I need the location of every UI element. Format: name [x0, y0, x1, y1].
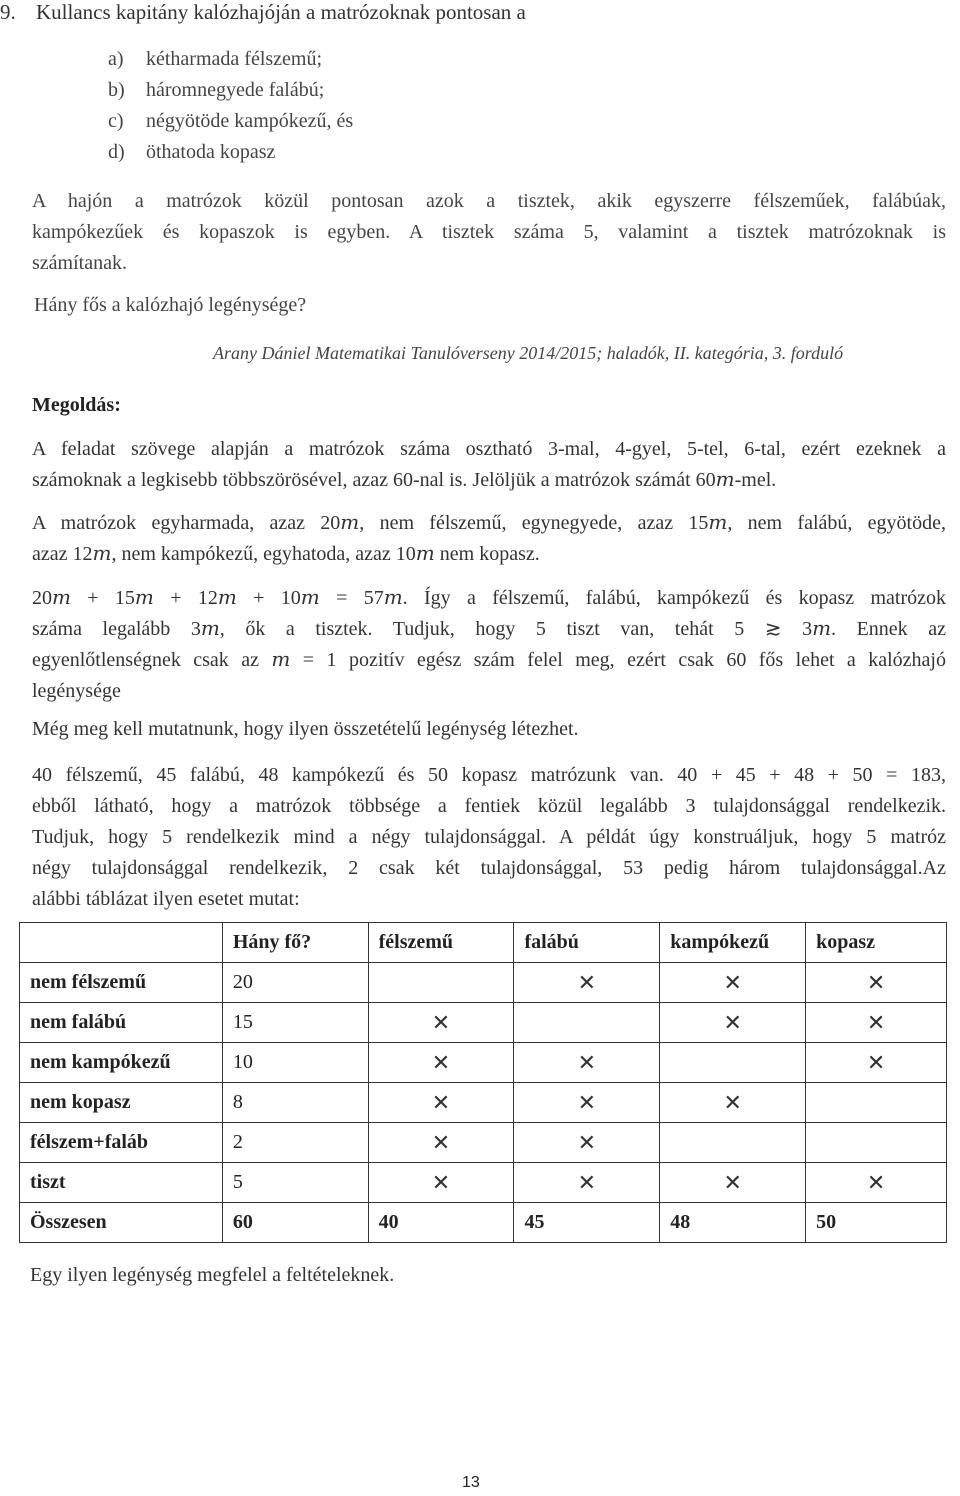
- solution-paragraph-2: [32, 508, 946, 570]
- row-count: 5: [222, 1163, 368, 1203]
- cross-mark-icon: ✕: [368, 1003, 514, 1043]
- solution-heading: Megoldás:: [32, 394, 121, 416]
- table-row: [20, 1163, 947, 1203]
- cross-mark-icon: ✕: [514, 1043, 660, 1083]
- empty-cell: [806, 1123, 947, 1163]
- cross-mark-icon: ✕: [806, 1003, 947, 1043]
- row-label: nem kampókezű: [20, 1043, 223, 1083]
- option-text: kétharmada félszemű;: [146, 48, 323, 70]
- option-text: négyötöde kampókezű, és: [146, 110, 354, 132]
- page-number: 13: [462, 1474, 480, 1491]
- total-cell: 45: [514, 1203, 660, 1243]
- cross-mark-icon: ✕: [368, 1083, 514, 1123]
- option-c: [108, 110, 353, 133]
- option-d: [108, 141, 275, 164]
- cross-mark-icon: ✕: [660, 963, 806, 1003]
- problem-paragraph: [32, 186, 946, 279]
- paragraph-line: négy tulajdonsággal rendelkezik, 2 csak két tulajdonsággal, 53 pedig három tulajdonsággal.Az: [32, 857, 946, 879]
- table-body: [20, 963, 947, 1203]
- table-header-cell: falábú: [514, 923, 660, 963]
- total-cell: 48: [660, 1203, 806, 1243]
- row-label: tiszt: [20, 1163, 223, 1203]
- table-header-cell: kopasz: [806, 923, 947, 963]
- table-row: [20, 1123, 947, 1163]
- problem-number: 9.: [0, 0, 16, 24]
- cross-mark-icon: ✕: [514, 963, 660, 1003]
- row-count: 15: [222, 1003, 368, 1043]
- solution-paragraph-5: [32, 760, 946, 915]
- option-label: b): [108, 79, 125, 101]
- row-count: 8: [222, 1083, 368, 1123]
- row-count: 10: [222, 1043, 368, 1083]
- paragraph-line: 20𝑚 + 15𝑚 + 12𝑚 + 10𝑚 = 57𝑚. Így a félszemű, falábú, kampókezű és kopasz matrózok: [32, 587, 946, 609]
- option-label: d): [108, 141, 125, 163]
- paragraph-line: számoknak a legkisebb többszörösével, azaz 60-nal is. Jelöljük a matrózok számát 60𝑚-mel.: [32, 469, 777, 491]
- question-text: Hány fős a kalózhajó legénysége?: [34, 294, 307, 316]
- paragraph-line: alábbi táblázat ilyen esetet mutat:: [32, 888, 300, 910]
- paragraph-line: legénysége: [32, 680, 121, 702]
- table-row: [20, 963, 947, 1003]
- row-label: nem kopasz: [20, 1083, 223, 1123]
- row-label: félszem+faláb: [20, 1123, 223, 1163]
- empty-cell: [660, 1043, 806, 1083]
- empty-cell: [806, 1083, 947, 1123]
- option-label: c): [108, 110, 124, 132]
- table-row: [20, 1003, 947, 1043]
- cross-mark-icon: ✕: [368, 1043, 514, 1083]
- table-total-row: [20, 1203, 947, 1243]
- row-label: nem félszemű: [20, 963, 223, 1003]
- paragraph-line: egyenlőtlenségnek csak az 𝑚 = 1 pozitív egész szám felel meg, ezért csak 60 fős lehet a kalózhajó: [32, 649, 946, 671]
- cross-mark-icon: ✕: [660, 1163, 806, 1203]
- total-cell: 50: [806, 1203, 947, 1243]
- table-row: [20, 1083, 947, 1123]
- row-count: 2: [222, 1123, 368, 1163]
- paragraph-line: A hajón a matrózok közül pontosan azok a tisztek, akik egyszerre félszeműek, falábúak,: [32, 190, 946, 212]
- total-label: Összesen: [20, 1203, 223, 1243]
- conclusion-text: Egy ilyen legénység megfelel a feltételeknek.: [30, 1264, 395, 1286]
- cross-mark-icon: ✕: [514, 1123, 660, 1163]
- paragraph-line: A feladat szövege alapján a matrózok száma osztható 3-mal, 4-gyel, 5-tel, 6-tal, ezért ezeknek a: [32, 438, 946, 460]
- table-header-cell: [20, 923, 223, 963]
- solution-paragraph-3: [32, 583, 946, 707]
- cross-mark-icon: ✕: [660, 1083, 806, 1123]
- cross-mark-icon: ✕: [806, 963, 947, 1003]
- crew-table: [19, 922, 947, 1243]
- cross-mark-icon: ✕: [514, 1083, 660, 1123]
- table-header-cell: Hány fő?: [222, 923, 368, 963]
- paragraph-line: A matrózok egyharmada, azaz 20𝑚, nem félszemű, egynegyede, azaz 15𝑚, nem falábú, egyötöde,: [32, 512, 946, 534]
- paragraph-line: száma legalább 3𝑚, ők a tisztek. Tudjuk, hogy 5 tiszt van, tehát 5 ≳ 3𝑚. Ennek az: [32, 618, 946, 640]
- paragraph-line: ebből látható, hogy a matrózok többsége a fentiek közül legalább 3 tulajdonsággal rendelkezik.: [32, 795, 946, 817]
- row-count: 20: [222, 963, 368, 1003]
- option-a: [108, 48, 322, 71]
- table-header-row: [20, 923, 947, 963]
- option-b: [108, 79, 324, 102]
- option-text: háromnegyede falábú;: [146, 79, 325, 101]
- paragraph-line: 40 félszemű, 45 falábú, 48 kampókezű és 50 kopasz matrózunk van. 40 + 45 + 48 + 50 = 183,: [32, 764, 946, 786]
- solution-paragraph-1: [32, 434, 946, 496]
- paragraph-line: kampókezűek és kopaszok is egyben. A tisztek száma 5, valamint a tisztek matrózoknak is: [32, 221, 946, 243]
- total-cell: 60: [222, 1203, 368, 1243]
- table-row: [20, 1043, 947, 1083]
- table-header-cell: félszemű: [368, 923, 514, 963]
- cross-mark-icon: ✕: [368, 1123, 514, 1163]
- option-label: a): [108, 48, 124, 70]
- total-cell: 40: [368, 1203, 514, 1243]
- paragraph-line: számítanak.: [32, 252, 127, 274]
- option-text: öthatoda kopasz: [146, 141, 276, 163]
- table-header-cell: kampókezű: [660, 923, 806, 963]
- empty-cell: [660, 1123, 806, 1163]
- problem-intro: Kullancs kapitány kalózhajóján a matrózoknak pontosan a: [36, 0, 526, 24]
- empty-cell: [514, 1003, 660, 1043]
- paragraph-line: azaz 12𝑚, nem kampókezű, egyhatoda, azaz 10𝑚 nem kopasz.: [32, 543, 540, 565]
- cross-mark-icon: ✕: [806, 1163, 947, 1203]
- cross-mark-icon: ✕: [806, 1043, 947, 1083]
- paragraph-line: Tudjuk, hogy 5 rendelkezik mind a négy tulajdonsággal. A példát úgy konstruáljuk, hogy 5 matróz: [32, 826, 946, 848]
- cross-mark-icon: ✕: [368, 1163, 514, 1203]
- source-citation: Arany Dániel Matematikai Tanulóverseny 2014/2015; haladók, II. kategória, 3. forduló: [213, 343, 844, 363]
- cross-mark-icon: ✕: [514, 1163, 660, 1203]
- solution-paragraph-4: Még meg kell mutatnunk, hogy ilyen összetételű legénység létezhet.: [32, 718, 579, 740]
- row-label: nem falábú: [20, 1003, 223, 1043]
- empty-cell: [368, 963, 514, 1003]
- cross-mark-icon: ✕: [660, 1003, 806, 1043]
